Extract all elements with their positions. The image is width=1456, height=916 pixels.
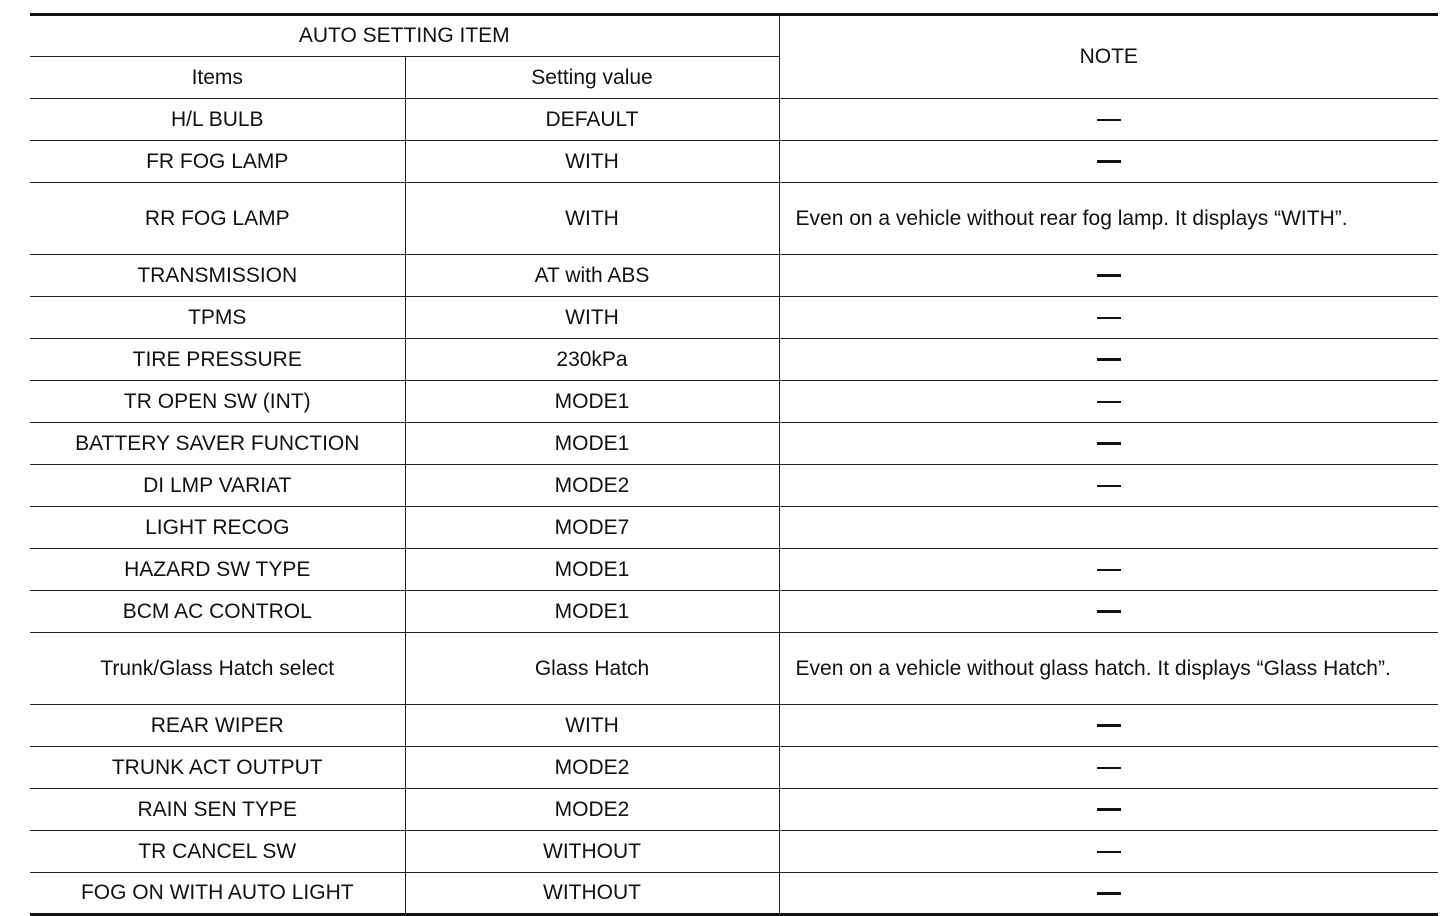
setting-value-cell: WITH [405, 705, 779, 747]
table-row [30, 705, 1438, 747]
dash-mark [1097, 274, 1121, 277]
table-row [30, 255, 1438, 297]
dash-mark [1097, 610, 1121, 613]
table-row [30, 549, 1438, 591]
setting-value-cell: AT with ABS [405, 255, 779, 297]
setting-value-cell: 230kPa [405, 339, 779, 381]
note-cell [779, 789, 1438, 831]
dash-mark [1097, 767, 1121, 769]
setting-value-cell: MODE2 [405, 747, 779, 789]
note-cell [779, 705, 1438, 747]
item-cell: RR FOG LAMP [30, 183, 405, 255]
dash-mark [1097, 442, 1121, 445]
item-cell: FR FOG LAMP [30, 141, 405, 183]
item-cell: TR OPEN SW (INT) [30, 381, 405, 423]
item-cell: TIRE PRESSURE [30, 339, 405, 381]
table-row [30, 831, 1438, 873]
dash-mark [1097, 851, 1121, 853]
auto-setting-table [30, 13, 1438, 916]
setting-value-cell: MODE7 [405, 507, 779, 549]
table-row [30, 99, 1438, 141]
note-cell [779, 873, 1438, 915]
item-cell: Trunk/Glass Hatch select [30, 633, 405, 705]
note-cell [779, 831, 1438, 873]
dash-mark [1097, 724, 1121, 727]
setting-value-cell: MODE1 [405, 381, 779, 423]
table-row [30, 465, 1438, 507]
dash-mark [1097, 485, 1121, 487]
header-items: Items [30, 57, 405, 99]
setting-value-cell: MODE1 [405, 423, 779, 465]
note-cell [779, 255, 1438, 297]
item-cell: TRANSMISSION [30, 255, 405, 297]
table-row [30, 633, 1438, 705]
table-row [30, 141, 1438, 183]
setting-value-cell: DEFAULT [405, 99, 779, 141]
item-cell: TR CANCEL SW [30, 831, 405, 873]
note-cell [779, 339, 1438, 381]
item-cell: FOG ON WITH AUTO LIGHT [30, 873, 405, 915]
item-cell: BATTERY SAVER FUNCTION [30, 423, 405, 465]
dash-mark [1097, 119, 1121, 121]
setting-value-cell: MODE1 [405, 549, 779, 591]
item-cell: REAR WIPER [30, 705, 405, 747]
note-cell [779, 141, 1438, 183]
item-cell: TRUNK ACT OUTPUT [30, 747, 405, 789]
setting-value-cell: WITH [405, 141, 779, 183]
setting-value-cell: Glass Hatch [405, 633, 779, 705]
setting-value-cell: WITHOUT [405, 831, 779, 873]
item-cell: BCM AC CONTROL [30, 591, 405, 633]
item-cell: DI LMP VARIAT [30, 465, 405, 507]
note-cell [779, 747, 1438, 789]
header-auto-setting-item: AUTO SETTING ITEM [30, 15, 779, 57]
dash-mark [1097, 358, 1121, 361]
item-cell: LIGHT RECOG [30, 507, 405, 549]
note-cell [779, 591, 1438, 633]
table-row [30, 789, 1438, 831]
dash-mark [1097, 808, 1121, 811]
table-row [30, 339, 1438, 381]
note-cell [779, 99, 1438, 141]
setting-value-cell: MODE1 [405, 591, 779, 633]
item-cell: RAIN SEN TYPE [30, 789, 405, 831]
header-note: NOTE [779, 15, 1438, 99]
header-setting-value: Setting value [405, 57, 779, 99]
note-cell [779, 549, 1438, 591]
table-row [30, 507, 1438, 549]
note-cell [779, 465, 1438, 507]
note-cell [779, 507, 1438, 549]
dash-mark [1097, 892, 1121, 895]
table-row [30, 423, 1438, 465]
dash-mark [1097, 160, 1121, 163]
setting-value-cell: WITH [405, 297, 779, 339]
table-row [30, 873, 1438, 915]
header-row-group [30, 15, 1438, 57]
table-row [30, 747, 1438, 789]
note-cell: Even on a vehicle without rear fog lamp. It displays “WITH”. [779, 183, 1438, 255]
table-row [30, 183, 1438, 255]
setting-value-cell: MODE2 [405, 789, 779, 831]
setting-value-cell: WITHOUT [405, 873, 779, 915]
item-cell: H/L BULB [30, 99, 405, 141]
item-cell: HAZARD SW TYPE [30, 549, 405, 591]
item-cell: TPMS [30, 297, 405, 339]
dash-mark [1097, 401, 1121, 403]
table-row [30, 381, 1438, 423]
note-cell [779, 297, 1438, 339]
note-cell [779, 423, 1438, 465]
dash-mark [1097, 569, 1121, 571]
note-cell [779, 381, 1438, 423]
dash-mark [1097, 317, 1121, 319]
setting-value-cell: MODE2 [405, 465, 779, 507]
table-row [30, 297, 1438, 339]
note-cell: Even on a vehicle without glass hatch. It displays “Glass Hatch”. [779, 633, 1438, 705]
setting-value-cell: WITH [405, 183, 779, 255]
table-row [30, 591, 1438, 633]
